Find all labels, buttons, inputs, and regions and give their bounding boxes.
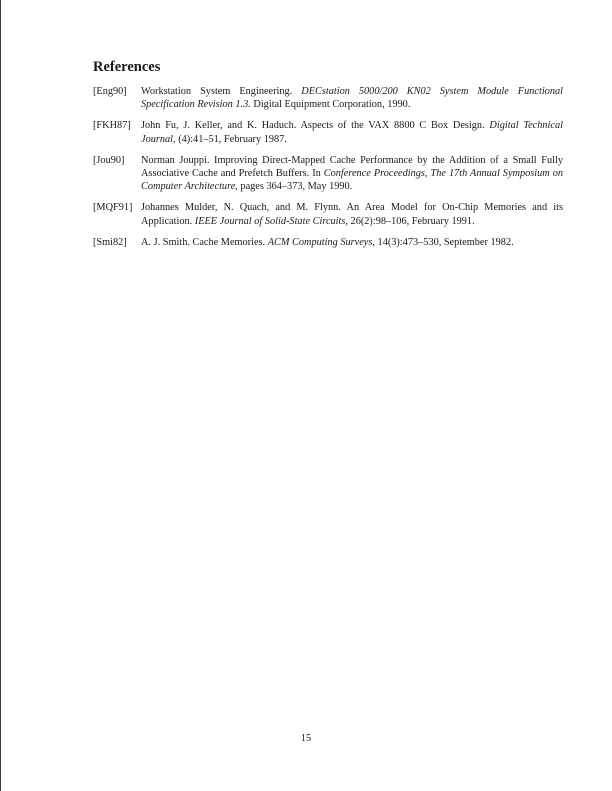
reference-entry [93,154,563,194]
reference-text-part: , pages 364–373, May 1990. [235,181,353,193]
page-left-edge [0,0,1,791]
reference-entry [93,236,563,249]
reference-text-part: Digital Equipment Corporation, 1990. [250,99,411,111]
reference-key: [Jou90] [93,154,125,166]
reference-text-part: A. J. Smith. Cache Memories. [141,236,268,248]
reference-entry [93,85,563,112]
reference-text [141,201,563,228]
reference-source-title: IEEE Journal of Solid-State Circuits [194,215,346,227]
reference-key: [Smi82] [93,236,127,248]
reference-text-part: , 26(2):98–106, February 1991. [345,215,475,227]
reference-source-title: Digital Technical Journal [141,120,563,145]
reference-text-part: Workstation System Engineering. [141,86,302,97]
page-number: 15 [300,733,312,744]
reference-text [141,236,563,249]
reference-entry [93,119,563,146]
reference-source-title: DECstation 5000/200 KN02 System Module Functional Specification Revision 1.3. [141,86,563,111]
reference-text [141,119,563,146]
reference-text-part: , (4):41–51, February 1987. [173,133,287,145]
reference-entry [93,201,563,228]
reference-text [141,154,563,194]
reference-text-part: Johannes Mulder, N. Quach, and M. Flynn. An Area Model for On-Chip Memories and its Application. [141,202,563,227]
reference-key: [Eng90] [93,86,127,97]
reference-key: [FKH87] [93,120,131,132]
reference-key: [MQF91] [93,202,133,214]
reference-text-part: Norman Jouppi. Improving Direct-Mapped Cache Performance by the Addition of a Small Fully Associative Cache and Prefetch Buffers. In [141,154,563,180]
reference-text-part: John Fu, J. Keller, and K. Haduch. Aspects of the VAX 8800 C Box Design. [141,120,490,132]
reference-text [141,85,563,112]
section-heading: References [93,59,161,75]
reference-text-part: , 14(3):473–530, September 1982. [372,236,514,248]
reference-source-title: Conference Proceedings, The 17th Annual Symposium on Computer Architecture [141,168,563,193]
reference-source-title: ACM Computing Surveys [267,236,373,248]
reference-list [93,85,563,257]
